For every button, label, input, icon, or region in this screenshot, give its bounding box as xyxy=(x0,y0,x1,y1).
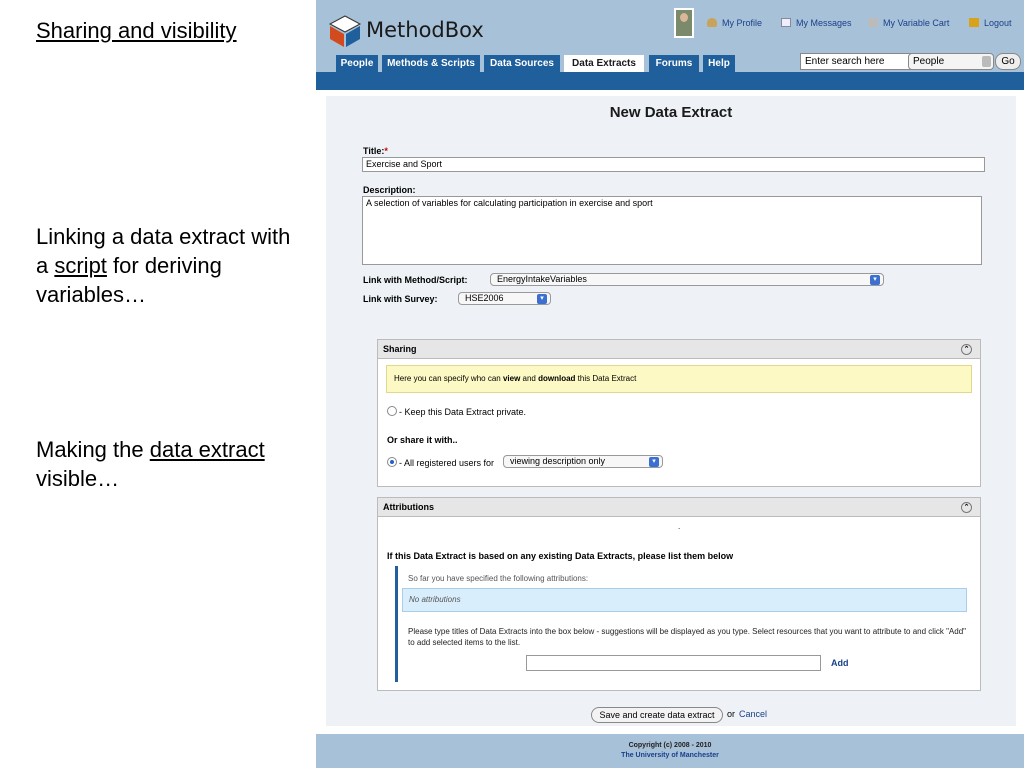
tab-data-sources[interactable]: Data Sources xyxy=(484,55,560,72)
methodbox-window xyxy=(316,0,1024,768)
loading-dot: . xyxy=(678,522,681,531)
slide-visible-text: Making the data extract visible… xyxy=(36,437,265,491)
add-attribution-button[interactable]: Add xyxy=(831,658,849,668)
attributions-heading: If this Data Extract is based on any existing Data Extracts, please list them below xyxy=(387,551,734,561)
logout-icon xyxy=(969,18,979,27)
profile-icon xyxy=(707,18,717,27)
go-button[interactable]: Go xyxy=(995,53,1021,70)
script-link[interactable]: script xyxy=(54,253,107,278)
chevron-down-icon: ▾ xyxy=(537,294,547,304)
share-heading: Or share it with.. xyxy=(387,435,458,445)
data-extract-link[interactable]: data extract xyxy=(149,437,265,462)
attributions-panel-header[interactable]: Attributions ⌃ xyxy=(378,498,980,517)
my-profile-link[interactable]: My Profile xyxy=(707,18,762,28)
my-messages-link[interactable]: My Messages xyxy=(781,18,852,28)
site-footer xyxy=(316,734,1024,768)
collapse-icon[interactable]: ⌃ xyxy=(961,502,972,513)
site-header xyxy=(316,0,1024,90)
attributions-list: No attributions xyxy=(402,588,967,612)
tab-methods-scripts[interactable]: Methods & Scripts xyxy=(382,55,480,72)
collapse-icon[interactable]: ⌃ xyxy=(961,344,972,355)
method-script-label: Link with Method/Script: xyxy=(363,275,468,285)
private-option[interactable]: - Keep this Data Extract private. xyxy=(387,406,526,417)
private-radio[interactable] xyxy=(387,406,397,416)
tab-data-extracts[interactable]: Data Extracts xyxy=(564,55,644,72)
slide-linking-text: Linking a data extract with a script for deriving variables… xyxy=(36,224,291,307)
registered-users-option[interactable]: - All registered users for xyxy=(387,457,494,468)
title-input[interactable]: Exercise and Sport xyxy=(362,157,985,172)
sharing-panel xyxy=(377,339,981,487)
attributions-bar xyxy=(395,566,398,682)
sharing-note: Here you can specify who can view and download this Data Extract xyxy=(386,365,972,393)
search-input[interactable]: Enter search here xyxy=(800,53,912,70)
tab-people[interactable]: People xyxy=(336,55,378,72)
logout-link[interactable]: Logout xyxy=(969,18,1012,28)
cancel-link[interactable]: Cancel xyxy=(739,709,768,719)
or-text: or xyxy=(727,709,736,719)
tab-help[interactable]: Help xyxy=(703,55,735,72)
header-strip xyxy=(316,72,1024,90)
description-label: Description: xyxy=(363,185,416,195)
chevron-down-icon: ▾ xyxy=(870,275,880,285)
my-variable-cart-link[interactable]: My Variable Cart xyxy=(868,18,949,28)
sharing-panel-header[interactable]: Sharing ⌃ xyxy=(378,340,980,359)
tab-forums[interactable]: Forums xyxy=(649,55,699,72)
attributions-so-far: So far you have specified the following attributions: xyxy=(408,574,589,583)
attribution-search-input[interactable] xyxy=(526,655,821,671)
attributions-instructions: Please type titles of Data Extracts into the box below - suggestions will be displayed as you type. Select resources that you want to attribute to and click "Add" to add selected items to the list. xyxy=(408,627,966,647)
university-link[interactable]: The University of Manchester xyxy=(621,752,719,759)
method-script-select[interactable]: EnergyIntakeVariables ▾ xyxy=(490,273,884,286)
logo-text[interactable]: MethodBox xyxy=(366,18,484,42)
save-button[interactable]: Save and create data extract xyxy=(591,707,723,723)
chevron-down-icon xyxy=(982,56,991,67)
cart-icon xyxy=(868,18,878,27)
copyright-text: Copyright (c) 2008 - 2010 xyxy=(628,742,712,749)
search-scope-select[interactable]: People xyxy=(908,53,994,70)
methodbox-logo-icon xyxy=(328,14,362,48)
registered-users-radio[interactable] xyxy=(387,457,397,467)
attributions-panel xyxy=(377,497,981,691)
chevron-down-icon: ▾ xyxy=(649,457,659,467)
slide-heading: Sharing and visibility xyxy=(36,18,237,43)
access-level-select[interactable]: viewing description only ▾ xyxy=(503,455,663,468)
title-label: Title:* xyxy=(363,146,388,156)
avatar[interactable] xyxy=(674,8,694,38)
envelope-icon xyxy=(781,18,791,27)
description-textarea[interactable]: A selection of variables for calculating participation in exercise and sport xyxy=(362,196,982,265)
page-title: New Data Extract xyxy=(609,104,733,121)
main-content xyxy=(326,96,1016,726)
survey-select[interactable]: HSE2006 ▾ xyxy=(458,292,551,305)
survey-label: Link with Survey: xyxy=(363,294,438,304)
